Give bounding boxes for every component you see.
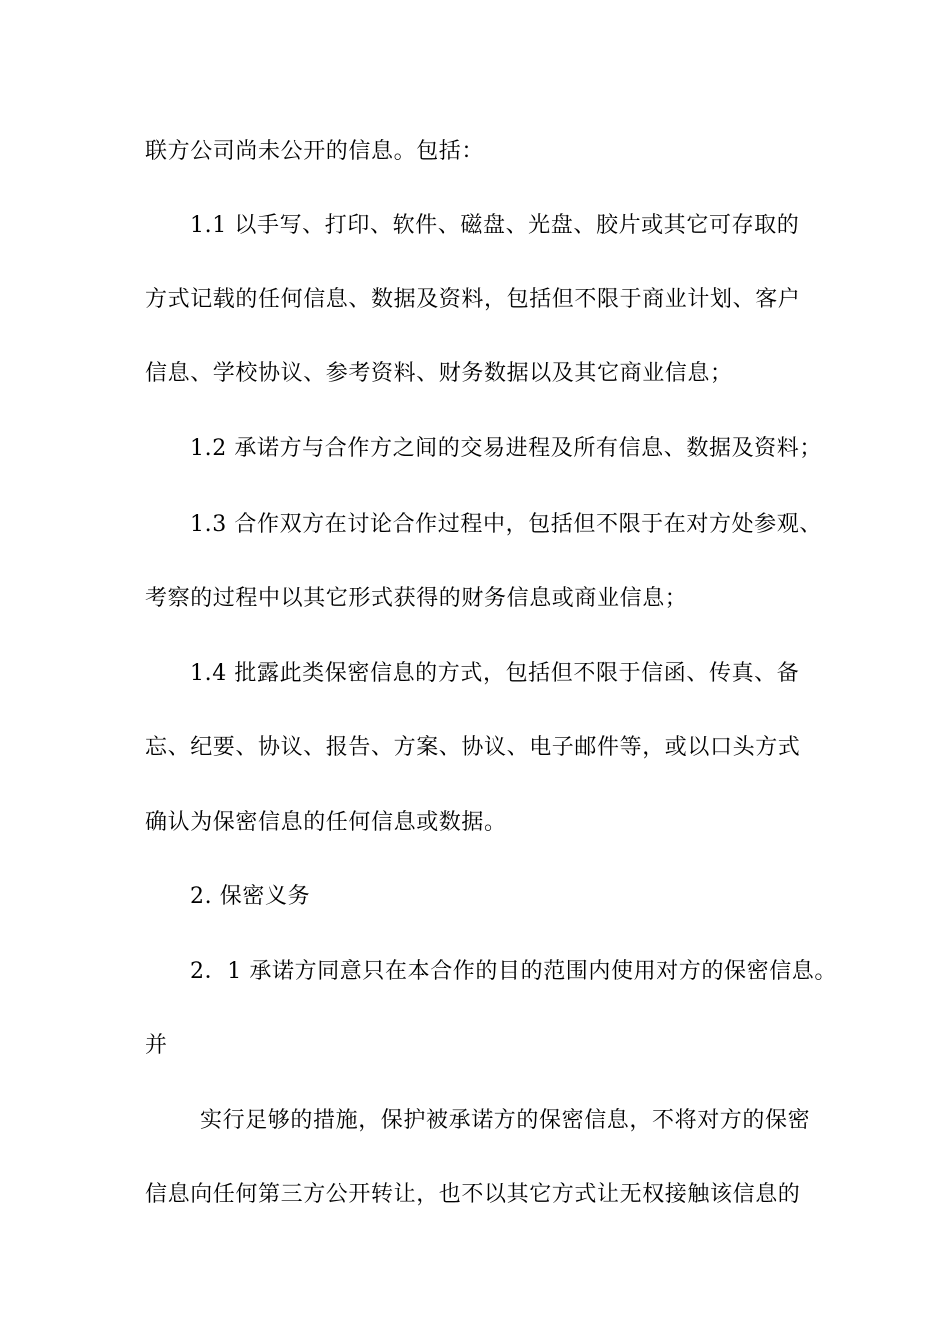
text-line-6: 1.3 合作双方在讨论合作过程中，包括但不限于在对方处参观、 — [190, 512, 822, 537]
text-line-4: 信息、学校协议、参考资料、财务数据以及其它商业信息； — [145, 361, 733, 386]
text-line-1: 联方公司尚未公开的信息。包括： — [145, 139, 485, 164]
text-line-9: 忘、纪要、协议、报告、方案、协议、电子邮件等，或以口头方式 — [145, 735, 801, 760]
text-line-7: 考察的过程中以其它形式获得的财务信息或商业信息； — [145, 586, 688, 611]
text-line-5: 1.2 承诺方与合作方之间的交易进程及所有信息、数据及资料； — [190, 436, 822, 461]
text-line-15: 信息向任何第三方公开转让，也不以其它方式让无权接触该信息的 — [145, 1182, 801, 1207]
text-line-8: 1.4 批露此类保密信息的方式，包括但不限于信函、传真、备 — [190, 661, 800, 686]
section-heading: 2. 保密义务 — [190, 884, 311, 909]
text-line-13: 并 — [145, 1033, 168, 1058]
text-line-2: 1.1 以手写、打印、软件、磁盘、光盘、胶片或其它可存取的 — [190, 213, 800, 238]
text-line-10: 确认为保密信息的任何信息或数据。 — [145, 810, 507, 835]
text-line-12: 2．1 承诺方同意只在本合作的目的范围内使用对方的保密信息。 — [190, 959, 837, 984]
text-line-14: 实行足够的措施，保护被承诺方的保密信息，不将对方的保密 — [200, 1108, 811, 1133]
text-line-3: 方式记载的任何信息、数据及资料，包括但不限于商业计划、客户 — [145, 287, 801, 312]
